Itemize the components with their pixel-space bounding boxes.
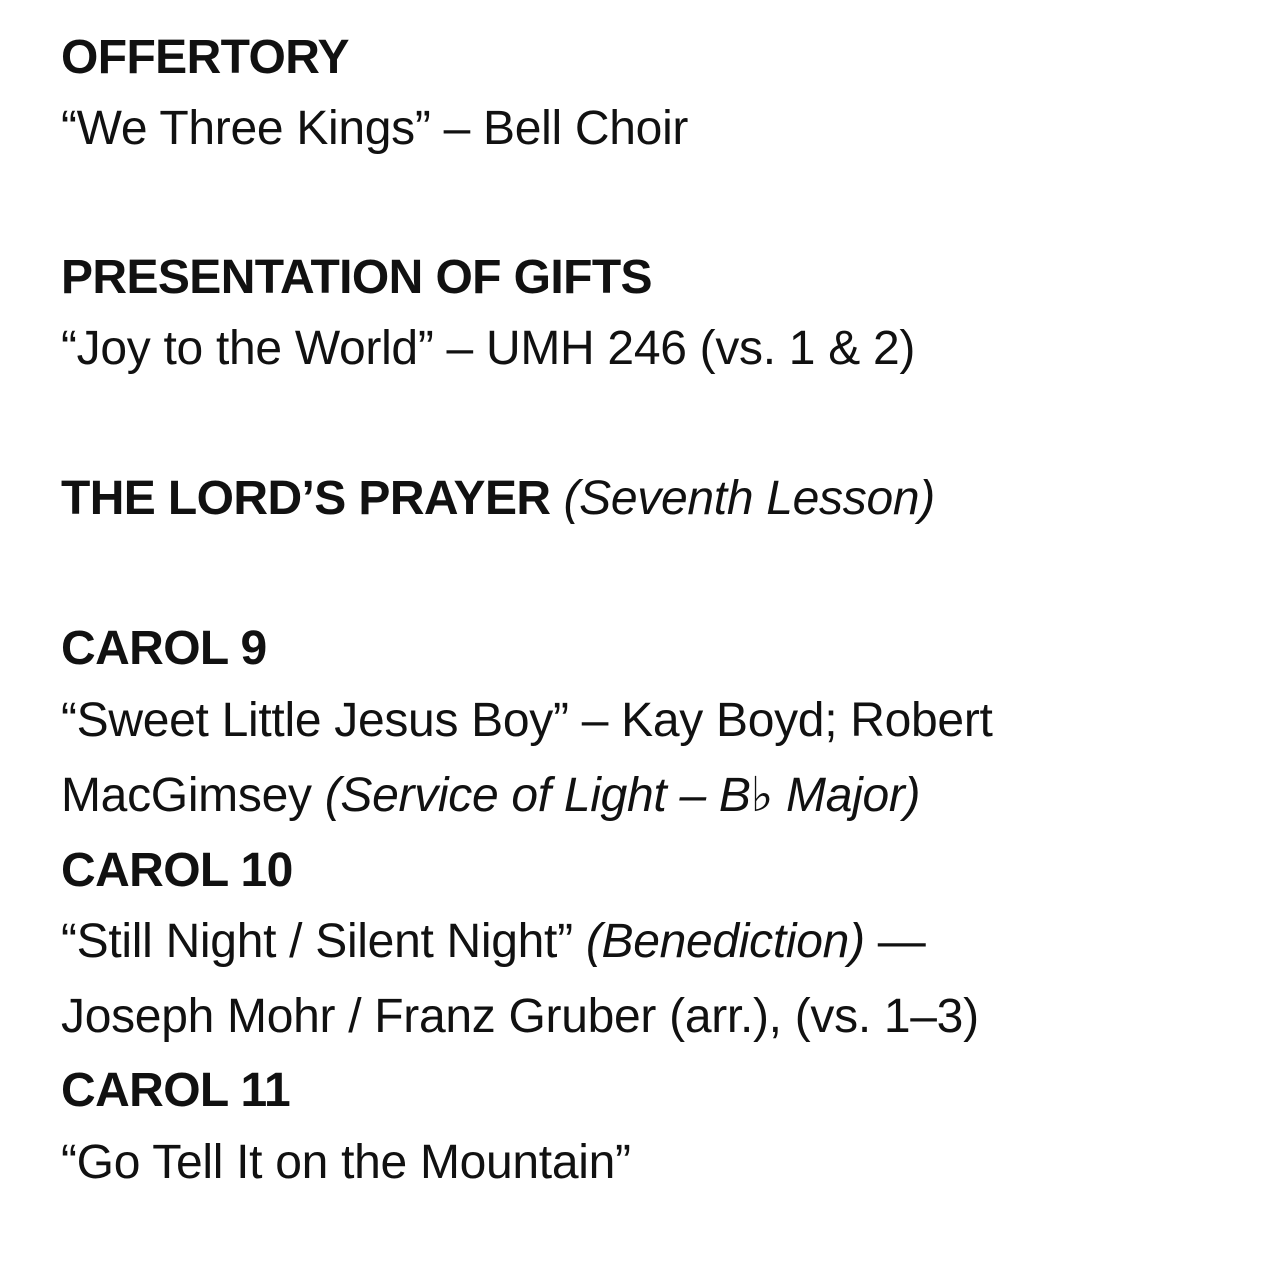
lords-prayer-line (61, 471, 935, 527)
carol10-detail-line1 (61, 914, 926, 970)
carol10-note: (Benediction) (585, 915, 865, 968)
carol11-heading: CAROL 11 (61, 1064, 291, 1117)
carol10-detail-line2: Joseph Mohr / Franz Gruber (arr.), (vs. 1–3) (61, 990, 979, 1043)
presentation-detail: “Joy to the World” – UMH 246 (vs. 1 & 2) (61, 322, 916, 375)
carol9-note: (Service of Light – B♭ Major) (324, 769, 921, 822)
offertory-detail: “We Three Kings” – Bell Choir (61, 102, 689, 155)
lords-prayer-note: (Seventh Lesson) (563, 472, 935, 525)
carol9-composer: MacGimsey (61, 769, 312, 822)
carol9-heading: CAROL 9 (61, 622, 267, 675)
presentation-heading: PRESENTATION OF GIFTS (61, 251, 652, 304)
carol9-detail-line2 (61, 768, 920, 824)
carol9-detail-line1: “Sweet Little Jesus Boy” – Kay Boyd; Robert (61, 694, 993, 747)
lords-prayer-heading: THE LORD’S PRAYER (61, 472, 551, 525)
carol10-heading: CAROL 10 (61, 844, 293, 897)
carol11-detail: “Go Tell It on the Mountain” (61, 1136, 631, 1189)
carol10-title: “Still Night / Silent Night” (61, 915, 573, 968)
offertory-heading: OFFERTORY (61, 31, 349, 84)
carol10-dash: — (877, 915, 926, 968)
